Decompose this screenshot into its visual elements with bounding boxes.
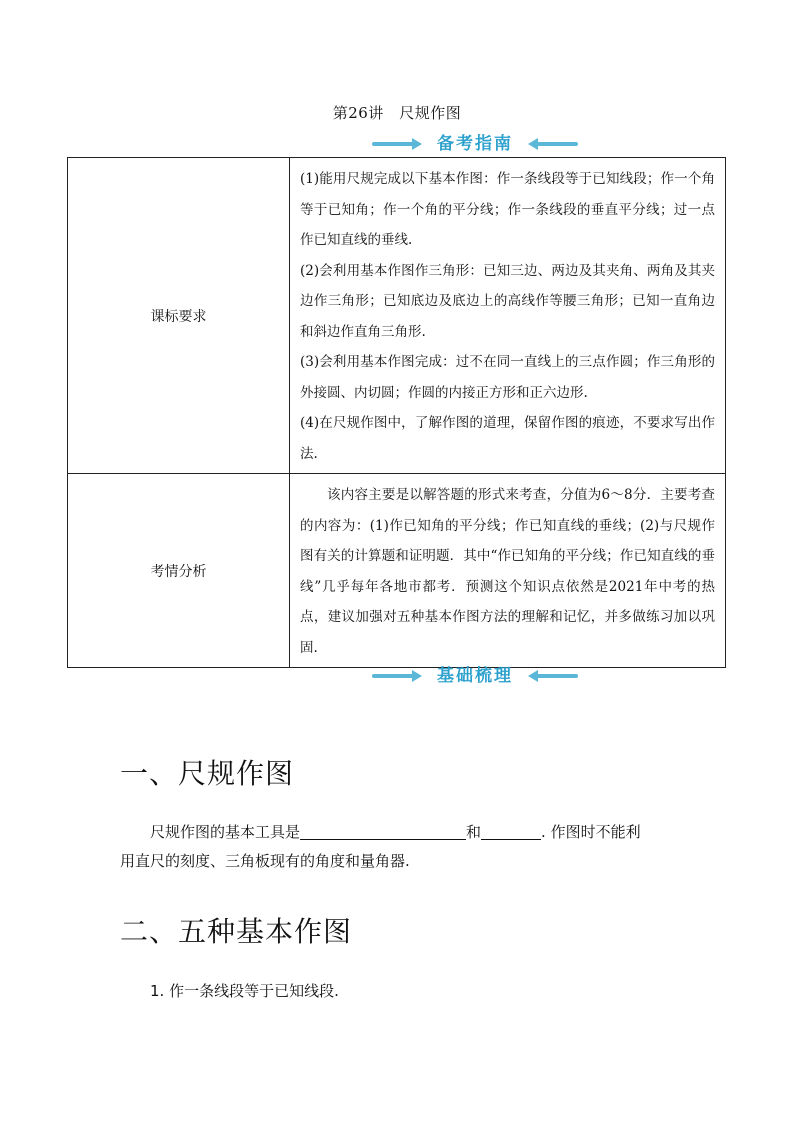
list-item: 1. 作一条线段等于已知线段. bbox=[150, 982, 339, 1000]
requirement-item: (2)会利用基本作图作三角形：已知三边、两边及其夹角、两角及其夹边作三角形；已知底边及底边上的高线作等腰三角形；已知一直角边和斜边作直角三角形. bbox=[300, 262, 715, 340]
requirement-item: (4)在尺规作图中，了解作图的道理，保留作图的痕迹，不要求写出作法. bbox=[300, 415, 715, 462]
banner-prep-guide bbox=[372, 133, 578, 155]
table-row bbox=[68, 158, 726, 474]
row-label-requirements: 课标要求 bbox=[68, 158, 290, 474]
table-row bbox=[68, 474, 726, 668]
banner-prep-text: 备考指南 bbox=[437, 134, 513, 154]
fill-blank-2[interactable] bbox=[481, 821, 541, 840]
requirements-table bbox=[67, 157, 726, 668]
text-fragment: . 作图时不能利 bbox=[541, 823, 641, 841]
requirement-item: (1)能用尺规完成以下基本作图：作一条线段等于已知线段；作一个角等于已知角；作一个角的平分线；作一条线段的垂直平分线；过一点作已知直线的垂线. bbox=[300, 171, 715, 248]
requirement-item: (3)会利用基本作图完成：过不在同一直线上的三点作圆；作三角形的外接圆、内切圆；作圆的内接正方形和正六边形. bbox=[300, 354, 715, 401]
section-heading-2: 二、五种基本作图 bbox=[120, 915, 353, 948]
section-heading-1: 一、尺规作图 bbox=[120, 757, 295, 790]
analysis-text: 该内容主要是以解答题的形式来考查，分值为6～8分．主要考查的内容为：(1)作已知角的平分线；作已知直线的垂线；(2)与尺规作图有关的计算题和证明题．其中“作已知角的平分线；作已知直线的垂线”几乎每年各地市都考．预测这个知识点依然是2021年中考的热点，建议加强对五种基本作图方法的理解和记忆，并多做练习加以巩固. bbox=[300, 487, 715, 656]
paragraph-line bbox=[120, 818, 700, 847]
banner-basics bbox=[372, 665, 578, 687]
lecture-title: 第26讲 尺规作图 bbox=[332, 104, 462, 122]
section1-paragraph bbox=[120, 818, 700, 876]
banner-basics-text: 基础梳理 bbox=[437, 666, 513, 686]
text-fragment: 尺规作图的基本工具是 bbox=[150, 823, 301, 841]
fill-blank-1[interactable] bbox=[300, 821, 466, 840]
row-label-analysis: 考情分析 bbox=[68, 474, 290, 668]
analysis-content bbox=[290, 474, 726, 668]
paragraph-line: 用直尺的刻度、三角板现有的角度和量角器. bbox=[120, 852, 410, 870]
text-fragment: 和 bbox=[466, 823, 482, 841]
requirements-content bbox=[290, 158, 726, 474]
